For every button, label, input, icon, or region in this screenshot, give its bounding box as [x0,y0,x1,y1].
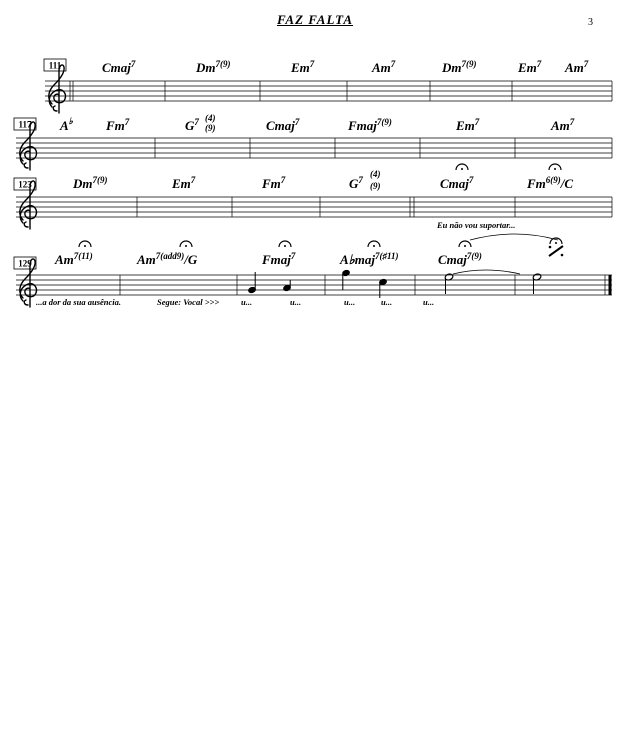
measure-number: 123 [18,179,32,190]
chord-symbol: Am$^7$ [551,117,575,133]
measure-number: 117 [18,119,32,130]
note [283,280,291,292]
lyric-text: u... [241,297,253,307]
measure-number: 129 [18,258,32,269]
chord-symbol: Am$^7$ [372,59,396,75]
fermata-icon [549,164,561,170]
fermata-icon [550,238,562,244]
staff-system-1 [44,59,612,113]
chord-symbol: $G^7$ [349,175,363,191]
chord-symbol: Em$^7$ [291,59,315,75]
lyric-text: Segue: Vocal >>> [157,297,220,307]
treble-clef-icon [49,65,66,113]
measure-number: 111 [48,60,62,71]
lyric-text: ...a dor da sua ausência. [36,297,122,307]
staff-system-2 [14,113,612,170]
note [532,273,541,294]
chord-symbol: $G^7$ [185,117,199,133]
chord-symbol: $Dm^{7(9)}$ [73,175,108,191]
chord-symbol: Cmaj$^{7(9)}$ [438,251,482,267]
song-title: FAZ FALTA [276,12,354,27]
staff-system-3 [14,164,612,230]
chord-symbol: $Dm^{7(9)}$ [196,59,231,75]
fermata-icon [368,241,380,247]
tie-arc [453,270,520,274]
tie-arc [470,234,558,240]
chord-symbol: Cmaj$^7$ [102,59,136,75]
lyric-text: u... [344,297,356,307]
fermata-icon [79,241,91,247]
lyric-text: u... [381,297,393,307]
fermata-icon [456,164,468,170]
chord-symbol: Em$^7$ [518,59,542,75]
chord-extension-bottom: (9) [205,123,216,133]
lyric-text: Eu não vou suportar... [437,220,516,230]
chord-symbol: $Am^{7(11)}$ [55,251,93,267]
chord-symbol: A♭maj$^{7(♯11)}$ [340,251,399,267]
chord-symbol: A♭ [60,116,73,133]
chord-symbol: Am$^7$ [565,59,589,75]
fermata-icon [459,241,471,247]
chord-symbol: Em$^7$ [456,117,480,133]
chord-symbol: Cmaj$^7$ [440,175,474,191]
lyric-text: u... [290,297,302,307]
chord-extension-bottom: (9) [370,181,381,191]
chord-symbol: Cmaj$^7$ [266,117,300,133]
bar-repeat-icon [549,246,564,257]
chord-extension-top: (4) [205,113,216,123]
staff-system-4 [14,234,612,307]
chord-symbol: Fmaj$^7$ [262,251,296,267]
chord-extension-top: (4) [370,169,381,179]
note [444,273,453,294]
chord-symbol: Fm$^7$ [106,117,130,133]
chord-symbol: $Fm^{6(9)}/C$ [527,175,574,191]
fermata-icon [279,241,291,247]
fermata-icon [180,241,192,247]
chord-symbol: $Dm^{7(9)}$ [442,59,477,75]
chord-symbol: Fm$^7$ [262,175,286,191]
page-number: 3 [588,17,593,28]
chord-symbol: Em$^7$ [172,175,196,191]
lyric-text: u... [423,297,435,307]
chord-symbol: Fmaj$^{7(9)}$ [348,117,392,133]
chord-symbol: $Am^{7(add9)}/G$ [137,251,198,267]
